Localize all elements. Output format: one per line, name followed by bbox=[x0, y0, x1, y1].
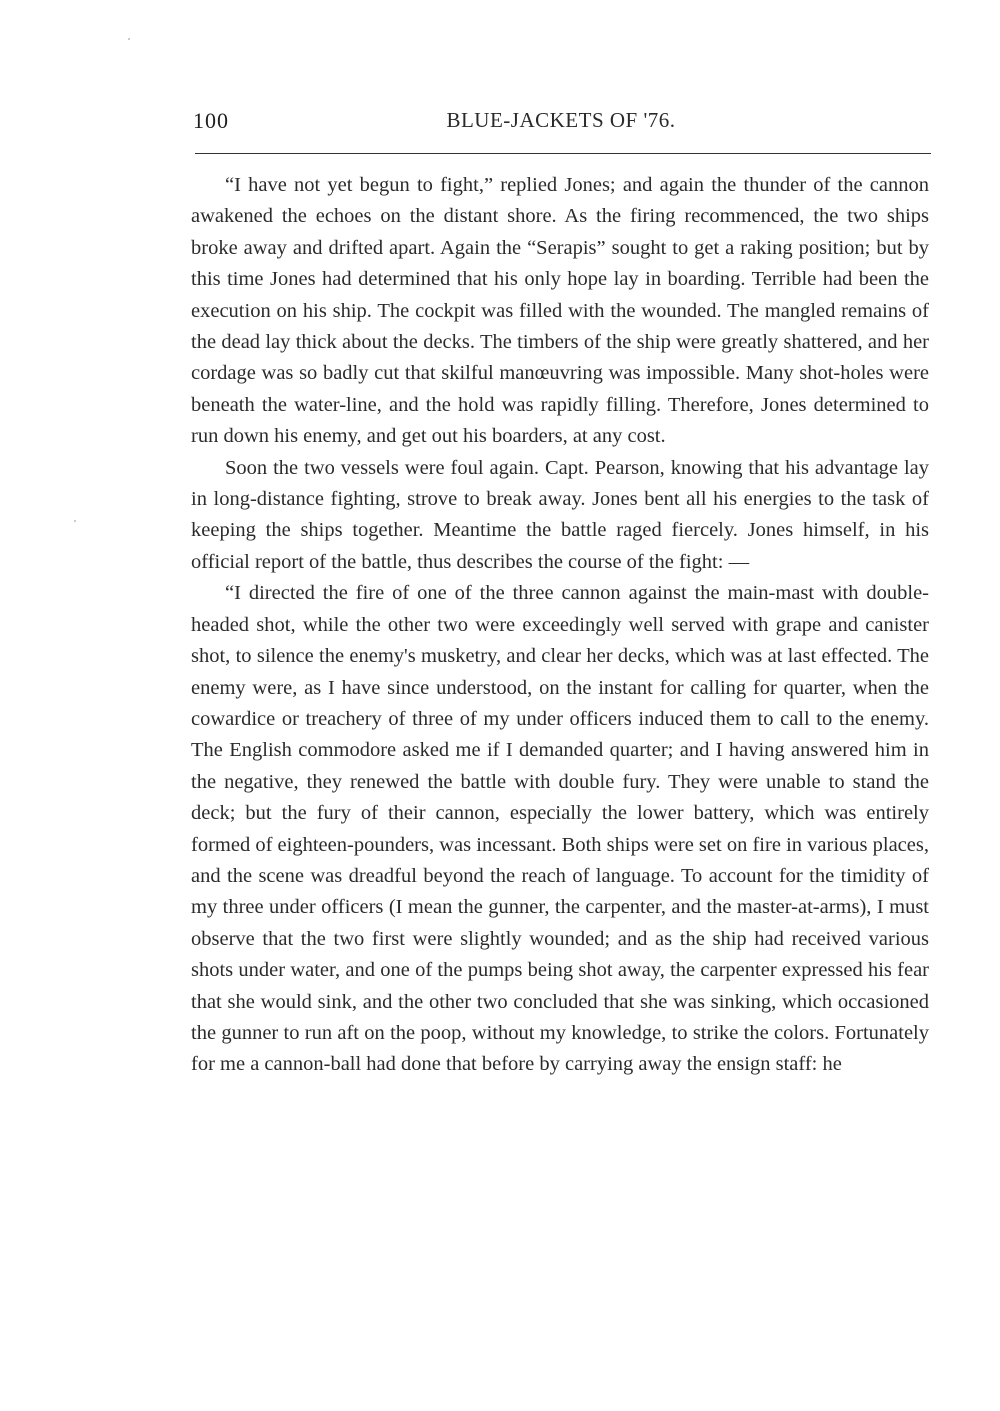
running-head: BLUE-JACKETS OF '76. bbox=[446, 108, 676, 132]
page-number: 100 bbox=[193, 108, 229, 133]
scan-speck bbox=[74, 520, 76, 522]
paragraph-2: Soon the two vessels were foul again. Capt. Pearson, knowing that his advantage lay in long-distance fighting, strove to break away. Jones bent all his energies to the task of keeping the ships together. Meantime the battle raged fiercely. Jones himself, in his official report of the battle, thus describes the course of the fight: — bbox=[191, 456, 929, 573]
paragraph-3: “I directed the fire of one of the three cannon against the main-mast with double-headed shot, while the other two were exceedingly well served with grape and canister shot, to silence the enemy's musketry, and clear her decks, which was at last effected. The enemy were, as I have since understood, on the instant for calling for quarter, when the cowardice or treachery of three of my under officers induced them to call to the enemy. The English commodore asked me if I demanded quarter; and I having answered him in the negative, they renewed the battle with double fury. They were unable to stand the deck; but the fury of their cannon, especially the lower battery, which was entirely formed of eighteen-pounders, was incessant. Both ships were set on fire in various places, and the scene was dreadful beyond the reach of language. To account for the timidity of my three under officers (I mean the gunner, the carpenter, and the master-at-arms), I must observe that the two first were slightly wounded; and as the ship had received various shots under water, and one of the pumps being shot away, the carpenter expressed his fear that she would sink, and the other two concluded that she was sinking, which occasioned the gunner to run aft on the poop, without my knowledge, to strike the colors. Fortunately for me a cannon-ball had done that before by carrying away the ensign staff: he bbox=[191, 582, 929, 1076]
header-rule bbox=[195, 153, 931, 154]
page-header bbox=[193, 108, 929, 144]
scan-speck bbox=[128, 38, 130, 40]
paragraph-1: “I have not yet begun to fight,” replied Jones; and again the thunder of the cannon awakened the echoes on the distant shore. As the firing recommenced, the two ships broke away and drifted apart. Again the “Serapis” sought to get a raking position; but by this time Jones had determined that his only hope lay in boarding. Terrible had been the execution on his ship. The cockpit was filled with the wounded. The mangled remains of the dead lay thick about the decks. The timbers of the ship were greatly shattered, and her cordage was so badly cut that skilful manœuvring was impossible. Many shot-holes were beneath the water-line, and the hold was rapidly filling. Therefore, Jones determined to run down his enemy, and get out his boarders, at any cost. bbox=[191, 174, 929, 448]
body-text bbox=[191, 170, 929, 1081]
